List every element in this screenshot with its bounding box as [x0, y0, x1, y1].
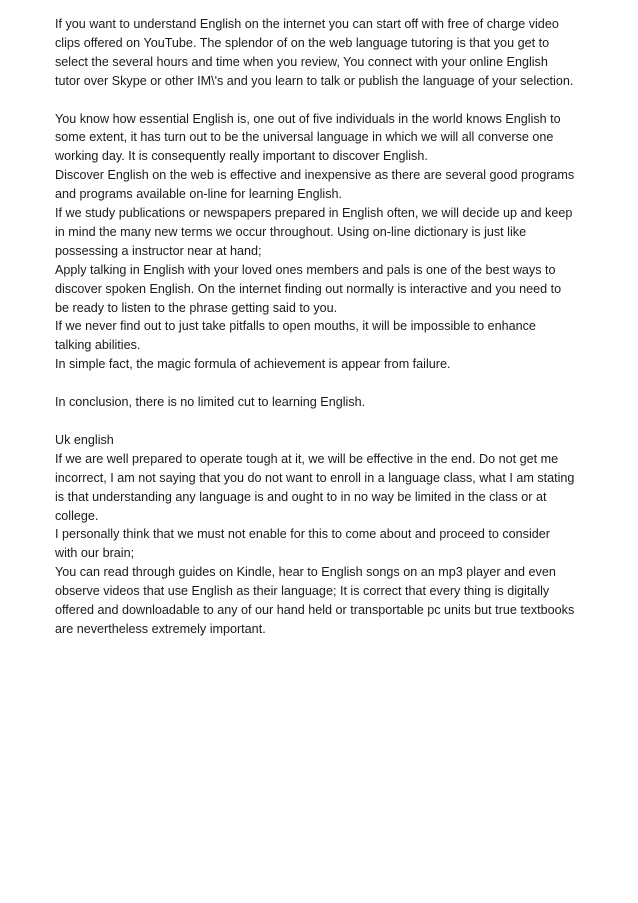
text-line: college. [55, 508, 99, 523]
text-line: talking abilities. [55, 338, 141, 353]
text-line: Discover English on the web is effective and inexpensive as there are several good programs [55, 168, 575, 183]
text-line: are nevertheless extremely important. [55, 621, 266, 636]
paragraph-uk-english [55, 431, 603, 639]
text-line: incorrect, I am not saying that you do not want to enroll in a language class, what I am stating [55, 470, 575, 485]
document-body [55, 15, 603, 639]
text-line: Apply talking in English with your loved ones members and pals is one of the best ways to [55, 262, 556, 277]
text-line: discover spoken English. On the internet finding out normally is interactive and you need to [55, 281, 562, 296]
text-line: I personally think that we must not enable for this to come about and proceed to consider [55, 527, 550, 542]
text-line: If we study publications or newspapers prepared in English often, we will decide up and keep [55, 206, 573, 221]
text-line: possessing a instructor near at hand; [55, 243, 262, 258]
text-line: is that understanding any language is and ought to in no way be limited in the class or at [55, 489, 547, 504]
text-line: If you want to understand English on the internet you can start off with free of charge video [55, 17, 559, 31]
text-line: You can read through guides on Kindle, hear to English songs on an mp3 player and even [55, 565, 556, 580]
paragraph-intro [55, 15, 603, 91]
text-line: observe videos that use English as their language; It is correct that every thing is digitally [55, 584, 550, 599]
text-line: select the several hours and time when you review, You connect with your online English [55, 54, 548, 69]
paragraph-importance [55, 110, 603, 375]
text-line: working day. It is consequently really important to discover English. [55, 149, 428, 164]
text-line: You know how essential English is, one out of five individuals in the world knows English to [55, 111, 561, 126]
text-line: and programs available on-line for learning English. [55, 187, 343, 202]
text-line: with our brain; [55, 546, 135, 561]
text-line: some extent, it has turn out to be the universal language in which we will all converse one [55, 130, 554, 145]
text-line: In simple fact, the magic formula of achievement is appear from failure. [55, 357, 451, 372]
section-heading: Uk english [55, 432, 114, 447]
paragraph-conclusion [55, 393, 603, 412]
text-line: tutor over Skype or other IM\'s and you learn to talk or publish the language of your selection. [55, 73, 574, 88]
text-line: If we never find out to just take pitfalls to open mouths, it will be impossible to enhance [55, 319, 536, 334]
text-line: be ready to listen to the phrase getting said to you. [55, 300, 338, 315]
text-line: in mind the many new terms we occur throughout. Using on-line dictionary is just like [55, 224, 527, 239]
text-line: clips offered on YouTube. The splendor of on the web language tutoring is that you get to [55, 35, 550, 50]
text-line: In conclusion, there is no limited cut to learning English. [55, 395, 366, 410]
text-line: If we are well prepared to operate tough at it, we will be effective in the end. Do not get me [55, 451, 559, 466]
text-line: offered and downloadable to any of our hand held or transportable pc units but true textbooks [55, 603, 575, 618]
